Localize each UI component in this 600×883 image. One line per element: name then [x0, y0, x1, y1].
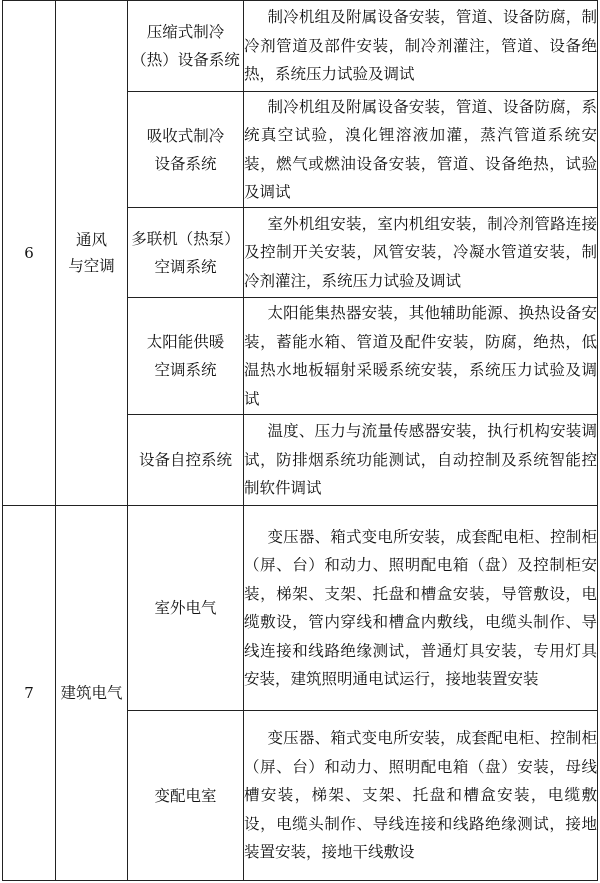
description-cell: [244, 1, 598, 92]
subitem-cell: [128, 1, 244, 92]
description-text: 室外机组安装，室内机组安装，制冷剂管路连接及控制开关安装，风管安装，冷凝水管道安装，制冷剂灌注，系统压力试验及调试: [244, 214, 597, 290]
row-number: 7: [3, 506, 56, 881]
subitem-cell: [128, 208, 244, 298]
description-text: 变压器、箱式变电所安装，成套配电柜、控制柜（屏、台）和动力、照明配电箱（盘）及控制柜安装，梯架、支架、托盘和槽盒安装，导管敷设，电缆敷设，管内穿线和槽盒内敷线，电缆头制作、导线连接和线路绝缘测试，普通灯具安装，专用灯具安装，建筑照明通电试运行，接地装置安装: [244, 527, 597, 688]
category-cell: [56, 506, 128, 881]
subitem-cell: [128, 711, 244, 881]
description-text: 制冷机组及附属设备安装，管道、设备防腐，制冷剂管道及部件安装，制冷剂灌注，管道、设备绝热，系统压力试验及调试: [244, 8, 597, 84]
subitem-line: 设备系统: [154, 154, 217, 173]
subitem-line: 空调系统: [154, 361, 217, 379]
description-cell: [244, 415, 598, 506]
description-cell: [244, 711, 598, 881]
description-cell: [244, 506, 598, 711]
spec-table: [2, 0, 598, 881]
subitem-cell: [128, 415, 244, 506]
table-row: [3, 506, 598, 711]
subitem-cell: [128, 298, 244, 415]
category-line: 建筑电气: [60, 684, 123, 702]
description-text: 温度、压力与流量传感器安装，执行机构安装调试，防排烟系统功能测试，自动控制及系统智能控制软件调试: [244, 422, 597, 498]
description-text: 制冷机组及附属设备安装，管道、设备防腐，系统真空试验，溴化锂溶液加灌，蒸汽管道系统安装，燃气或燃油设备安装，管道、设备绝热，试验及调试: [244, 97, 597, 201]
description-cell: [244, 208, 598, 298]
description-text: 太阳能集热器安装，其他辅助能源、换热设备安装，蓄能水箱、管道及配件安装，防腐，绝热，低温热水地板辐射采暖系统安装，系统压力试验及调试: [244, 304, 597, 408]
description-text: 变压器、箱式变电所安装，成套配电柜、控制柜（屏、台）和动力、照明配电箱（盘）安装，母线槽安装，梯架、支架、托盘和槽盒安装，电缆敷设，电缆头制作、导线连接和线路绝缘测试，接地装置安装，接地干线敷设: [244, 729, 597, 862]
subitem-line: 空调系统: [154, 257, 217, 276]
subitem-line: 设备自控系统: [138, 451, 232, 469]
category-line: 与空调: [68, 257, 115, 275]
row-number: 6: [3, 1, 56, 506]
subitem-line: 太阳能供暖: [146, 333, 225, 351]
subitem-cell: [128, 506, 244, 711]
subitem-line: （热）设备系统: [131, 51, 240, 69]
table-row: [3, 1, 598, 92]
subitem-line: 变配电室: [154, 786, 217, 805]
description-cell: [244, 298, 598, 415]
description-cell: [244, 92, 598, 208]
subitem-line: 压缩式制冷: [146, 23, 225, 41]
category-line: 通风: [75, 231, 107, 249]
category-cell: [56, 1, 128, 506]
subitem-line: 吸收式制冷: [146, 126, 225, 145]
subitem-line: 室外电气: [154, 599, 217, 617]
subitem-line: 多联机（热泵）: [131, 229, 240, 248]
subitem-cell: [128, 92, 244, 208]
